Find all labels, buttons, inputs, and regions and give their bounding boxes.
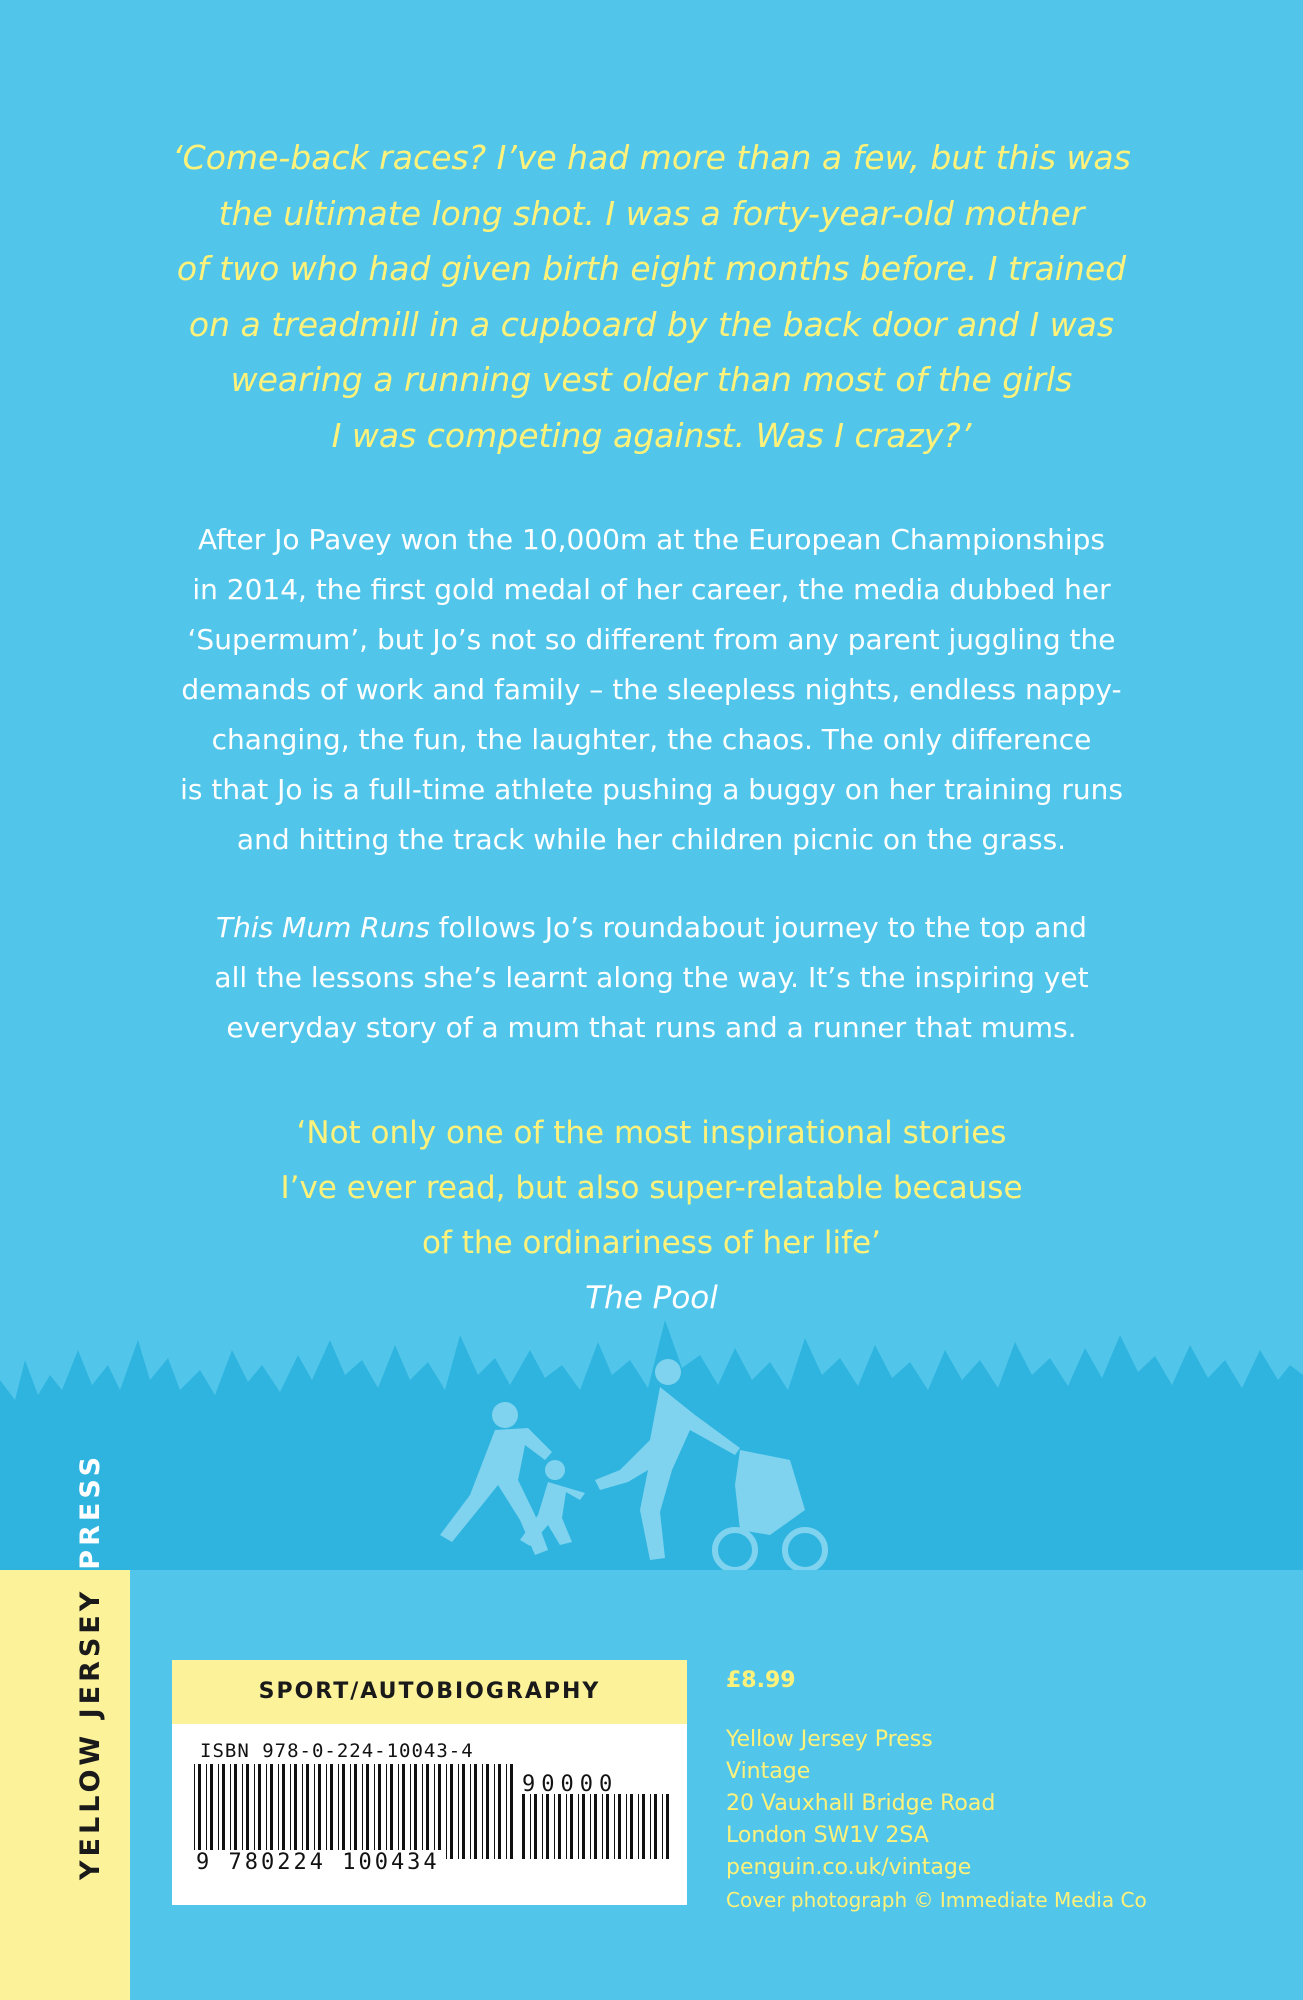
barcode-bar bbox=[602, 1794, 603, 1859]
publisher-spine-logo bbox=[75, 1453, 106, 1880]
barcode-bar bbox=[650, 1794, 651, 1859]
barcode-bar bbox=[642, 1794, 645, 1859]
barcode-bar bbox=[410, 1764, 411, 1859]
barcode-bar bbox=[314, 1764, 315, 1859]
barcode-bar bbox=[450, 1764, 453, 1859]
barcode-bar bbox=[254, 1764, 255, 1859]
barcode-bar bbox=[206, 1764, 207, 1859]
blurb-line: changing, the fun, the laughter, the chaos. The only difference bbox=[211, 723, 1092, 756]
publisher-press: PRESS bbox=[75, 1452, 106, 1570]
barcode-bar bbox=[194, 1764, 195, 1859]
barcode-bar bbox=[654, 1794, 657, 1859]
barcode-bar bbox=[222, 1764, 225, 1859]
barcode-bar bbox=[534, 1794, 537, 1859]
barcode-bar bbox=[582, 1794, 585, 1859]
barcode-bar bbox=[386, 1764, 387, 1859]
address-line: Vintage bbox=[726, 1759, 811, 1784]
blurb-line: After Jo Pavey won the 10,000m at the European Championships bbox=[198, 523, 1105, 556]
quote-line: the ultimate long shot. I was a forty-year-old mother bbox=[218, 193, 1085, 233]
barcode-bar bbox=[422, 1764, 423, 1859]
barcode-bar bbox=[434, 1764, 435, 1859]
barcode-bar bbox=[294, 1764, 297, 1859]
review-quote bbox=[150, 1106, 1153, 1326]
address-line: penguin.co.uk/vintage bbox=[726, 1855, 972, 1880]
barcode-bar bbox=[374, 1764, 375, 1859]
barcode-bar bbox=[258, 1764, 261, 1859]
barcode-bar bbox=[278, 1764, 279, 1859]
barcode-bar bbox=[482, 1764, 483, 1859]
blurb-line: is that Jo is a full-time athlete pushing a buggy on her training runs bbox=[180, 773, 1123, 806]
blurb-line-rest: follows Jo’s roundabout journey to the top and bbox=[429, 911, 1087, 944]
barcode-bar bbox=[414, 1764, 417, 1859]
barcode-bar bbox=[606, 1794, 609, 1859]
barcode-bar bbox=[510, 1764, 513, 1859]
barcode-bar bbox=[438, 1764, 441, 1859]
barcode-bar bbox=[542, 1794, 543, 1859]
barcode-bar bbox=[594, 1794, 597, 1859]
barcode-bar bbox=[626, 1794, 627, 1859]
barcode-bar bbox=[378, 1764, 381, 1859]
barcode-bar bbox=[242, 1764, 243, 1859]
review-line: I’ve ever read, but also super-relatable because bbox=[280, 1170, 1023, 1206]
address-line: 20 Vauxhall Bridge Road bbox=[726, 1791, 996, 1816]
blurb-line bbox=[150, 903, 1153, 953]
quote-line: ‘Come-back races? I’ve had more than a few, but this was bbox=[172, 138, 1131, 177]
barcode-bar bbox=[402, 1764, 405, 1859]
barcode-bar bbox=[326, 1764, 327, 1859]
barcode-bar bbox=[566, 1794, 567, 1859]
barcode-bar bbox=[318, 1764, 321, 1859]
spine-strip bbox=[0, 1570, 130, 2000]
blurb-paragraph-2 bbox=[150, 903, 1153, 1053]
barcode-bar bbox=[390, 1764, 393, 1859]
barcode-bar bbox=[590, 1794, 591, 1859]
barcode-bar bbox=[230, 1764, 231, 1859]
barcode-bar bbox=[474, 1764, 477, 1859]
barcode-bar bbox=[486, 1764, 489, 1859]
publisher-name: YELLOW JERSEY bbox=[75, 1587, 106, 1880]
barcode-bar bbox=[426, 1764, 429, 1859]
barcode-bar bbox=[638, 1794, 639, 1859]
barcode-bar bbox=[366, 1764, 369, 1859]
barcode-bar bbox=[210, 1764, 213, 1859]
barcode-bar bbox=[330, 1764, 333, 1859]
barcode-bar bbox=[290, 1764, 291, 1859]
blurb-line: and hitting the track while her children picnic on the grass. bbox=[236, 823, 1067, 856]
barcode-bar bbox=[446, 1764, 447, 1859]
blurb-line: demands of work and family – the sleepless nights, endless nappy- bbox=[181, 673, 1122, 706]
review-source: The Pool bbox=[585, 1280, 718, 1316]
photo-credit: Cover photograph © Immediate Media Co bbox=[726, 1888, 1147, 1912]
barcode-bar bbox=[218, 1764, 219, 1859]
barcode-digits: 9 780224 100434 bbox=[196, 1850, 440, 1875]
barcode-bar bbox=[662, 1794, 663, 1859]
blurb-line: everyday story of a mum that runs and a runner that mums. bbox=[226, 1011, 1077, 1044]
blurb-line: ‘Supermum’, but Jo’s not so different from any parent juggling the bbox=[187, 623, 1116, 656]
barcode-bar bbox=[398, 1764, 399, 1859]
barcode-bar bbox=[522, 1794, 525, 1859]
quote-line: wearing a running vest older than most of the girls bbox=[230, 360, 1073, 399]
barcode-bar bbox=[578, 1794, 579, 1859]
price: £8.99 bbox=[726, 1668, 796, 1693]
barcode-bar bbox=[306, 1764, 309, 1859]
barcode-bar bbox=[458, 1764, 459, 1859]
isbn-text: ISBN 978-0-224-10043-4 bbox=[200, 1740, 474, 1762]
address-line: Yellow Jersey Press bbox=[726, 1727, 933, 1752]
blurb-line: in 2014, the first gold medal of her career, the media dubbed her bbox=[192, 573, 1111, 606]
barcode-bar bbox=[270, 1764, 273, 1859]
barcode-bar bbox=[462, 1764, 465, 1859]
review-line: of the ordinariness of her life’ bbox=[422, 1225, 881, 1261]
barcode-addon-digits: 90000 bbox=[522, 1772, 619, 1797]
quote-line: on a treadmill in a cupboard by the back door and I was bbox=[188, 304, 1115, 344]
barcode-bar bbox=[342, 1764, 345, 1859]
book-title: This Mum Runs bbox=[216, 911, 430, 944]
quote-line: of two who had given birth eight months before. I trained bbox=[176, 249, 1127, 288]
barcode-bar bbox=[354, 1764, 357, 1859]
barcode-bar bbox=[666, 1794, 669, 1859]
publisher-address bbox=[726, 1724, 1147, 1916]
barcode-bar bbox=[630, 1794, 633, 1859]
barcode-bar bbox=[198, 1764, 201, 1859]
barcode-panel bbox=[172, 1660, 687, 1905]
barcode-bar bbox=[282, 1764, 285, 1859]
barcode-bar bbox=[546, 1794, 549, 1859]
blurb-paragraph-1 bbox=[150, 515, 1153, 865]
barcode-bar bbox=[618, 1794, 621, 1859]
barcode-bar bbox=[498, 1764, 501, 1859]
barcode-bar bbox=[350, 1764, 351, 1859]
quote-line: I was competing against. Was I crazy?’ bbox=[331, 415, 972, 455]
barcode-bar bbox=[530, 1794, 531, 1859]
opening-quote bbox=[150, 130, 1153, 463]
category-label: SPORT/AUTOBIOGRAPHY bbox=[172, 1660, 687, 1724]
barcode-bar bbox=[234, 1764, 237, 1859]
address-line: London SW1V 2SA bbox=[726, 1823, 929, 1848]
barcode-bar bbox=[494, 1764, 495, 1859]
barcode-bar bbox=[338, 1764, 339, 1859]
barcode-bar bbox=[554, 1794, 555, 1859]
forest-runners-illustration bbox=[0, 1320, 1303, 1570]
barcode-bar bbox=[570, 1794, 573, 1859]
barcode-bar bbox=[506, 1764, 507, 1859]
barcode-bar bbox=[362, 1764, 363, 1859]
barcode-bar bbox=[558, 1794, 561, 1859]
barcode-bar bbox=[302, 1764, 303, 1859]
barcode-bar bbox=[614, 1794, 615, 1859]
barcode-bar bbox=[470, 1764, 471, 1859]
barcode-bar bbox=[266, 1764, 267, 1859]
review-line: ‘Not only one of the most inspirational stories bbox=[296, 1115, 1007, 1151]
blurb-line: all the lessons she’s learnt along the way. It’s the inspiring yet bbox=[214, 961, 1089, 994]
barcode-bar bbox=[246, 1764, 249, 1859]
